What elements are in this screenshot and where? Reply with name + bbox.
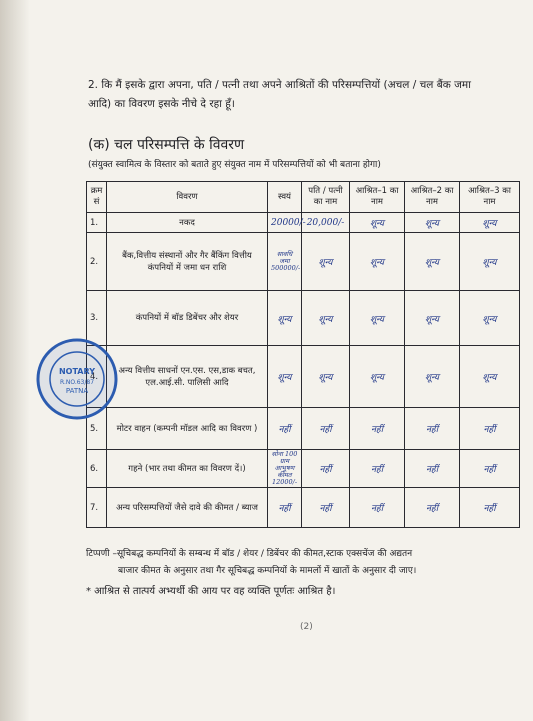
row-dep3-value: शून्य bbox=[460, 213, 520, 233]
row-self-value: शून्य bbox=[268, 346, 302, 408]
row-description: अन्य वित्तीय साधनों एन.एस. एस,डाक बचत, एल.आई.सी. पालिसी आदि bbox=[107, 346, 268, 408]
header-dependent-2: आश्रित–2 का नाम bbox=[405, 182, 460, 213]
table-row bbox=[87, 346, 520, 408]
row-dep1-value: शून्य bbox=[350, 213, 405, 233]
row-dep3-value: नहीं bbox=[460, 450, 520, 488]
row-dep1-value: नहीं bbox=[350, 408, 405, 450]
row-serial: 7. bbox=[87, 488, 107, 528]
scan-edge-shadow bbox=[0, 0, 30, 721]
row-dep2-value: शून्य bbox=[405, 213, 460, 233]
row-self-value: सोना 100 ग्राम आभूषण कीमत 12000/- bbox=[268, 450, 302, 488]
declaration-line-2: आदि) का विवरण इसके नीचे दे रहा हूँ। bbox=[88, 98, 235, 110]
note-line-2: बाजार कीमत के अनुसार तथा गैर सूचिबद्ध कम्पनियों के मामलों में खातों के अनुसार दी जाए। bbox=[118, 566, 417, 576]
row-dep1-value: नहीं bbox=[350, 488, 405, 528]
row-description: बैंक,वित्तीय संस्थानों और गैर बैंकिंग वित्तीय कंपनियों में जमा धन राशि bbox=[107, 233, 268, 291]
section-heading: (क) चल परिसम्पत्ति के विवरण bbox=[88, 137, 245, 153]
row-serial: 3. bbox=[87, 291, 107, 346]
table-row bbox=[87, 488, 520, 528]
row-spouse-value: नहीं bbox=[302, 408, 350, 450]
row-serial: 1. bbox=[87, 213, 107, 233]
row-dep3-value: शून्य bbox=[460, 233, 520, 291]
row-dep2-value: शून्य bbox=[405, 346, 460, 408]
row-dep2-value: नहीं bbox=[405, 408, 460, 450]
table-row bbox=[87, 408, 520, 450]
row-dep3-value: नहीं bbox=[460, 408, 520, 450]
header-self: स्वयं bbox=[268, 182, 302, 213]
row-self-value: सावधि जमा 500000/- bbox=[268, 233, 302, 291]
svg-text:PATNA: PATNA bbox=[65, 387, 89, 395]
header-dependent-1: आश्रित–1 का नाम bbox=[350, 182, 405, 213]
table-row bbox=[87, 233, 520, 291]
note-line-1: टिप्पणी –सूचिबद्ध कम्पनियों के सम्बन्ध में बॉड / शेयर / डिबेंचर की कीमत,स्टाक एक्सचेंज की अद्यतन bbox=[86, 549, 413, 559]
row-description: गहने (भार तथा कीमत का विवरण दें।) bbox=[107, 450, 268, 488]
page-number: (2) bbox=[300, 622, 313, 632]
row-description: मोटर वाहन (कम्पनी मॉडल आदि का विवरण ) bbox=[107, 408, 268, 450]
row-serial: 5. bbox=[87, 408, 107, 450]
row-spouse-value: नहीं bbox=[302, 488, 350, 528]
table-row bbox=[87, 213, 520, 233]
row-dep2-value: नहीं bbox=[405, 450, 460, 488]
header-description: विवरण bbox=[107, 182, 268, 213]
row-dep1-value: शून्य bbox=[350, 346, 405, 408]
row-dep2-value: शून्य bbox=[405, 233, 460, 291]
row-spouse-value: नहीं bbox=[302, 450, 350, 488]
svg-text:R.NO.63/87: R.NO.63/87 bbox=[59, 379, 95, 386]
row-dep1-value: नहीं bbox=[350, 450, 405, 488]
row-dep2-value: शून्य bbox=[405, 291, 460, 346]
table-row bbox=[87, 291, 520, 346]
row-dep2-value: नहीं bbox=[405, 488, 460, 528]
row-serial: 6. bbox=[87, 450, 107, 488]
row-dep1-value: शून्य bbox=[350, 291, 405, 346]
row-description: कंपनियों में बॉड डिबेंचर और शेयर bbox=[107, 291, 268, 346]
declaration-line-1: 2. कि मैं इसके द्वारा अपना, पति / पत्नी तथा अपने आश्रितों की परिसम्पत्तियों (अचल / चल बैंक जमा bbox=[88, 79, 471, 91]
header-dependent-3: आश्रित–3 का नाम bbox=[460, 182, 520, 213]
row-spouse-value: शून्य bbox=[302, 346, 350, 408]
row-self-value: नहीं bbox=[268, 488, 302, 528]
row-self-value: 20000/- bbox=[268, 213, 302, 233]
row-description: नकद bbox=[107, 213, 268, 233]
row-dep3-value: नहीं bbox=[460, 488, 520, 528]
row-spouse-value: शून्य bbox=[302, 233, 350, 291]
row-dep3-value: शून्य bbox=[460, 291, 520, 346]
row-self-value: नहीं bbox=[268, 408, 302, 450]
svg-text:NOTARY: NOTARY bbox=[58, 367, 96, 376]
row-spouse-value: शून्य bbox=[302, 291, 350, 346]
table-header-row bbox=[87, 182, 520, 213]
header-serial: क्रम सं bbox=[87, 182, 107, 213]
row-spouse-value: 20,000/- bbox=[302, 213, 350, 233]
header-spouse: पति / पत्नी का नाम bbox=[302, 182, 350, 213]
row-description: अन्य परिसम्पत्तियों जैसे दावे की कीमत / ब्याज bbox=[107, 488, 268, 528]
row-serial: 2. bbox=[87, 233, 107, 291]
movable-assets-table bbox=[86, 181, 520, 528]
notary-seal-stamp bbox=[36, 338, 118, 420]
row-dep1-value: शून्य bbox=[350, 233, 405, 291]
note-dependent-definition: * आश्रित से तात्पर्य अभ्यर्थी की आय पर वह व्यक्ति पूर्णतः आश्रित है। bbox=[86, 586, 336, 597]
table-row bbox=[87, 450, 520, 488]
row-self-value: शून्य bbox=[268, 291, 302, 346]
row-dep3-value: शून्य bbox=[460, 346, 520, 408]
section-subnote: (संयुक्त स्वामित्व के विस्तार को बताते हुए संयुक्त नाम में परिसम्पत्तियों को भी बताना होगा) bbox=[88, 160, 381, 170]
